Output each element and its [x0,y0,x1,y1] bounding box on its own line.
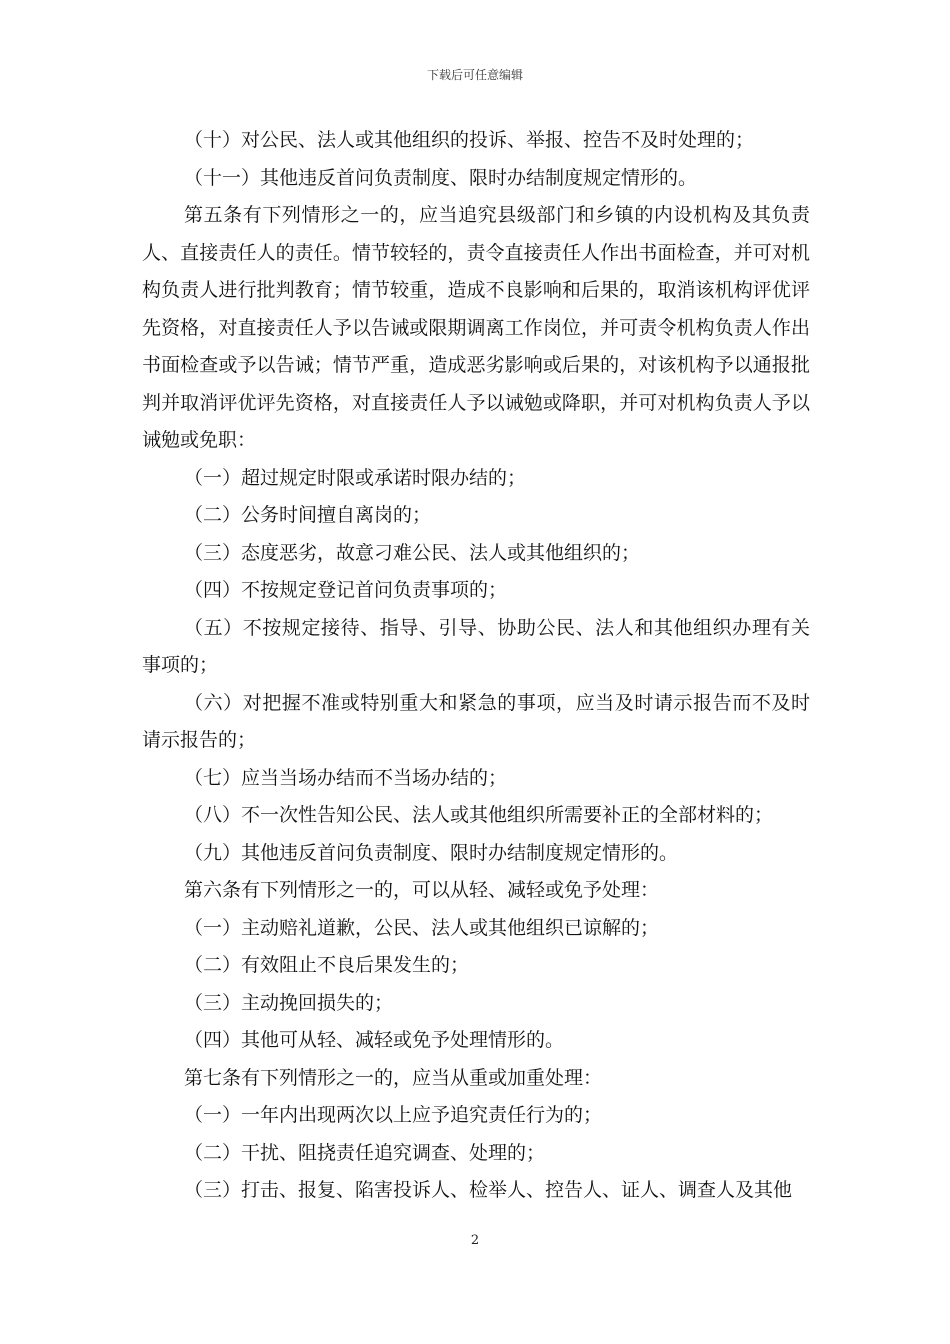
article-7: 第七条有下列情形之一的，应当从重或加重处理： [184,1066,603,1089]
article-5-item-2: （二）公务时间擅自离岗的； [184,504,432,526]
article-5-item-6: （六）对把握不准或特别重大和紧急的事项，应当及时请示报告而不及时请示报告的； [142,691,810,751]
article-5-item-4: （四）不按规定登记首问负责事项的； [184,579,508,601]
article-5-item-9: （九）其他违反首问负责制度、限时办结制度规定情形的。 [184,841,679,864]
article-5-item-7: （七）应当当场办结而不当场办结的； [184,766,508,789]
clause-11: （十一）其他违反首问负责制度、限时办结制度规定情形的。 [184,166,698,189]
article-5-item-8: （八）不一次性告知公民、法人或其他组织所需要补正的全部材料的； [184,804,774,826]
article-5-item-3: （三）态度恶劣，故意刁难公民、法人或其他组织的； [184,541,641,564]
article-5-item-1: （一）超过规定时限或承诺时限办结的； [184,466,527,489]
article-6-item-4: （四）其他可从轻、减轻或免予处理情形的。 [184,1029,565,1051]
document-body [142,122,810,1210]
article-5-item-5: （五）不按规定接待、指导、引导、协助公民、法人和其他组织办理有关事项的； [142,616,810,676]
article-6-item-3: （三）主动挽回损失的； [184,991,394,1014]
article-6-item-1: （一）主动赔礼道歉，公民、法人或其他组织已谅解的； [184,916,660,939]
article-7-item-3: （三）打击、报复、陷害投诉人、检举人、控告人、证人、调查人及其他 [184,1179,793,1201]
page-header: 下载后可任意编辑 [426,68,523,82]
article-7-item-1: （一）一年内出现两次以上应予追究责任行为的； [184,1104,603,1126]
article-7-item-2: （二）干扰、阻挠责任追究调查、处理的； [184,1141,546,1164]
article-6: 第六条有下列情形之一的，可以从轻、减轻或免予处理： [184,879,660,901]
page-number: 2 [470,1233,480,1248]
clause-10: （十）对公民、法人或其他组织的投诉、举报、控告不及时处理的； [184,129,755,151]
article-5: 第五条有下列情形之一的，应当追究县级部门和乡镇的内设机构及其负责人、直接责任人的责任。情节较轻的，责令直接责任人作出书面检查，并可对机构负责人进行批判教育；情节较重，造成不良影响和后果的，取消该机构评优评先资格，对直接责任人予以告诫或限期调离工作岗位，并可责令机构负责人作出书面检查或予以告诫；情节严重，造成恶劣影响或后果的，对该机构予以通报批判并取消评优评先资格，对直接责任人予以诫勉或降职，并可对机构负责人予以诫勉或免职： [142,204,810,451]
article-6-item-2: （二）有效阻止不良后果发生的； [184,954,470,976]
